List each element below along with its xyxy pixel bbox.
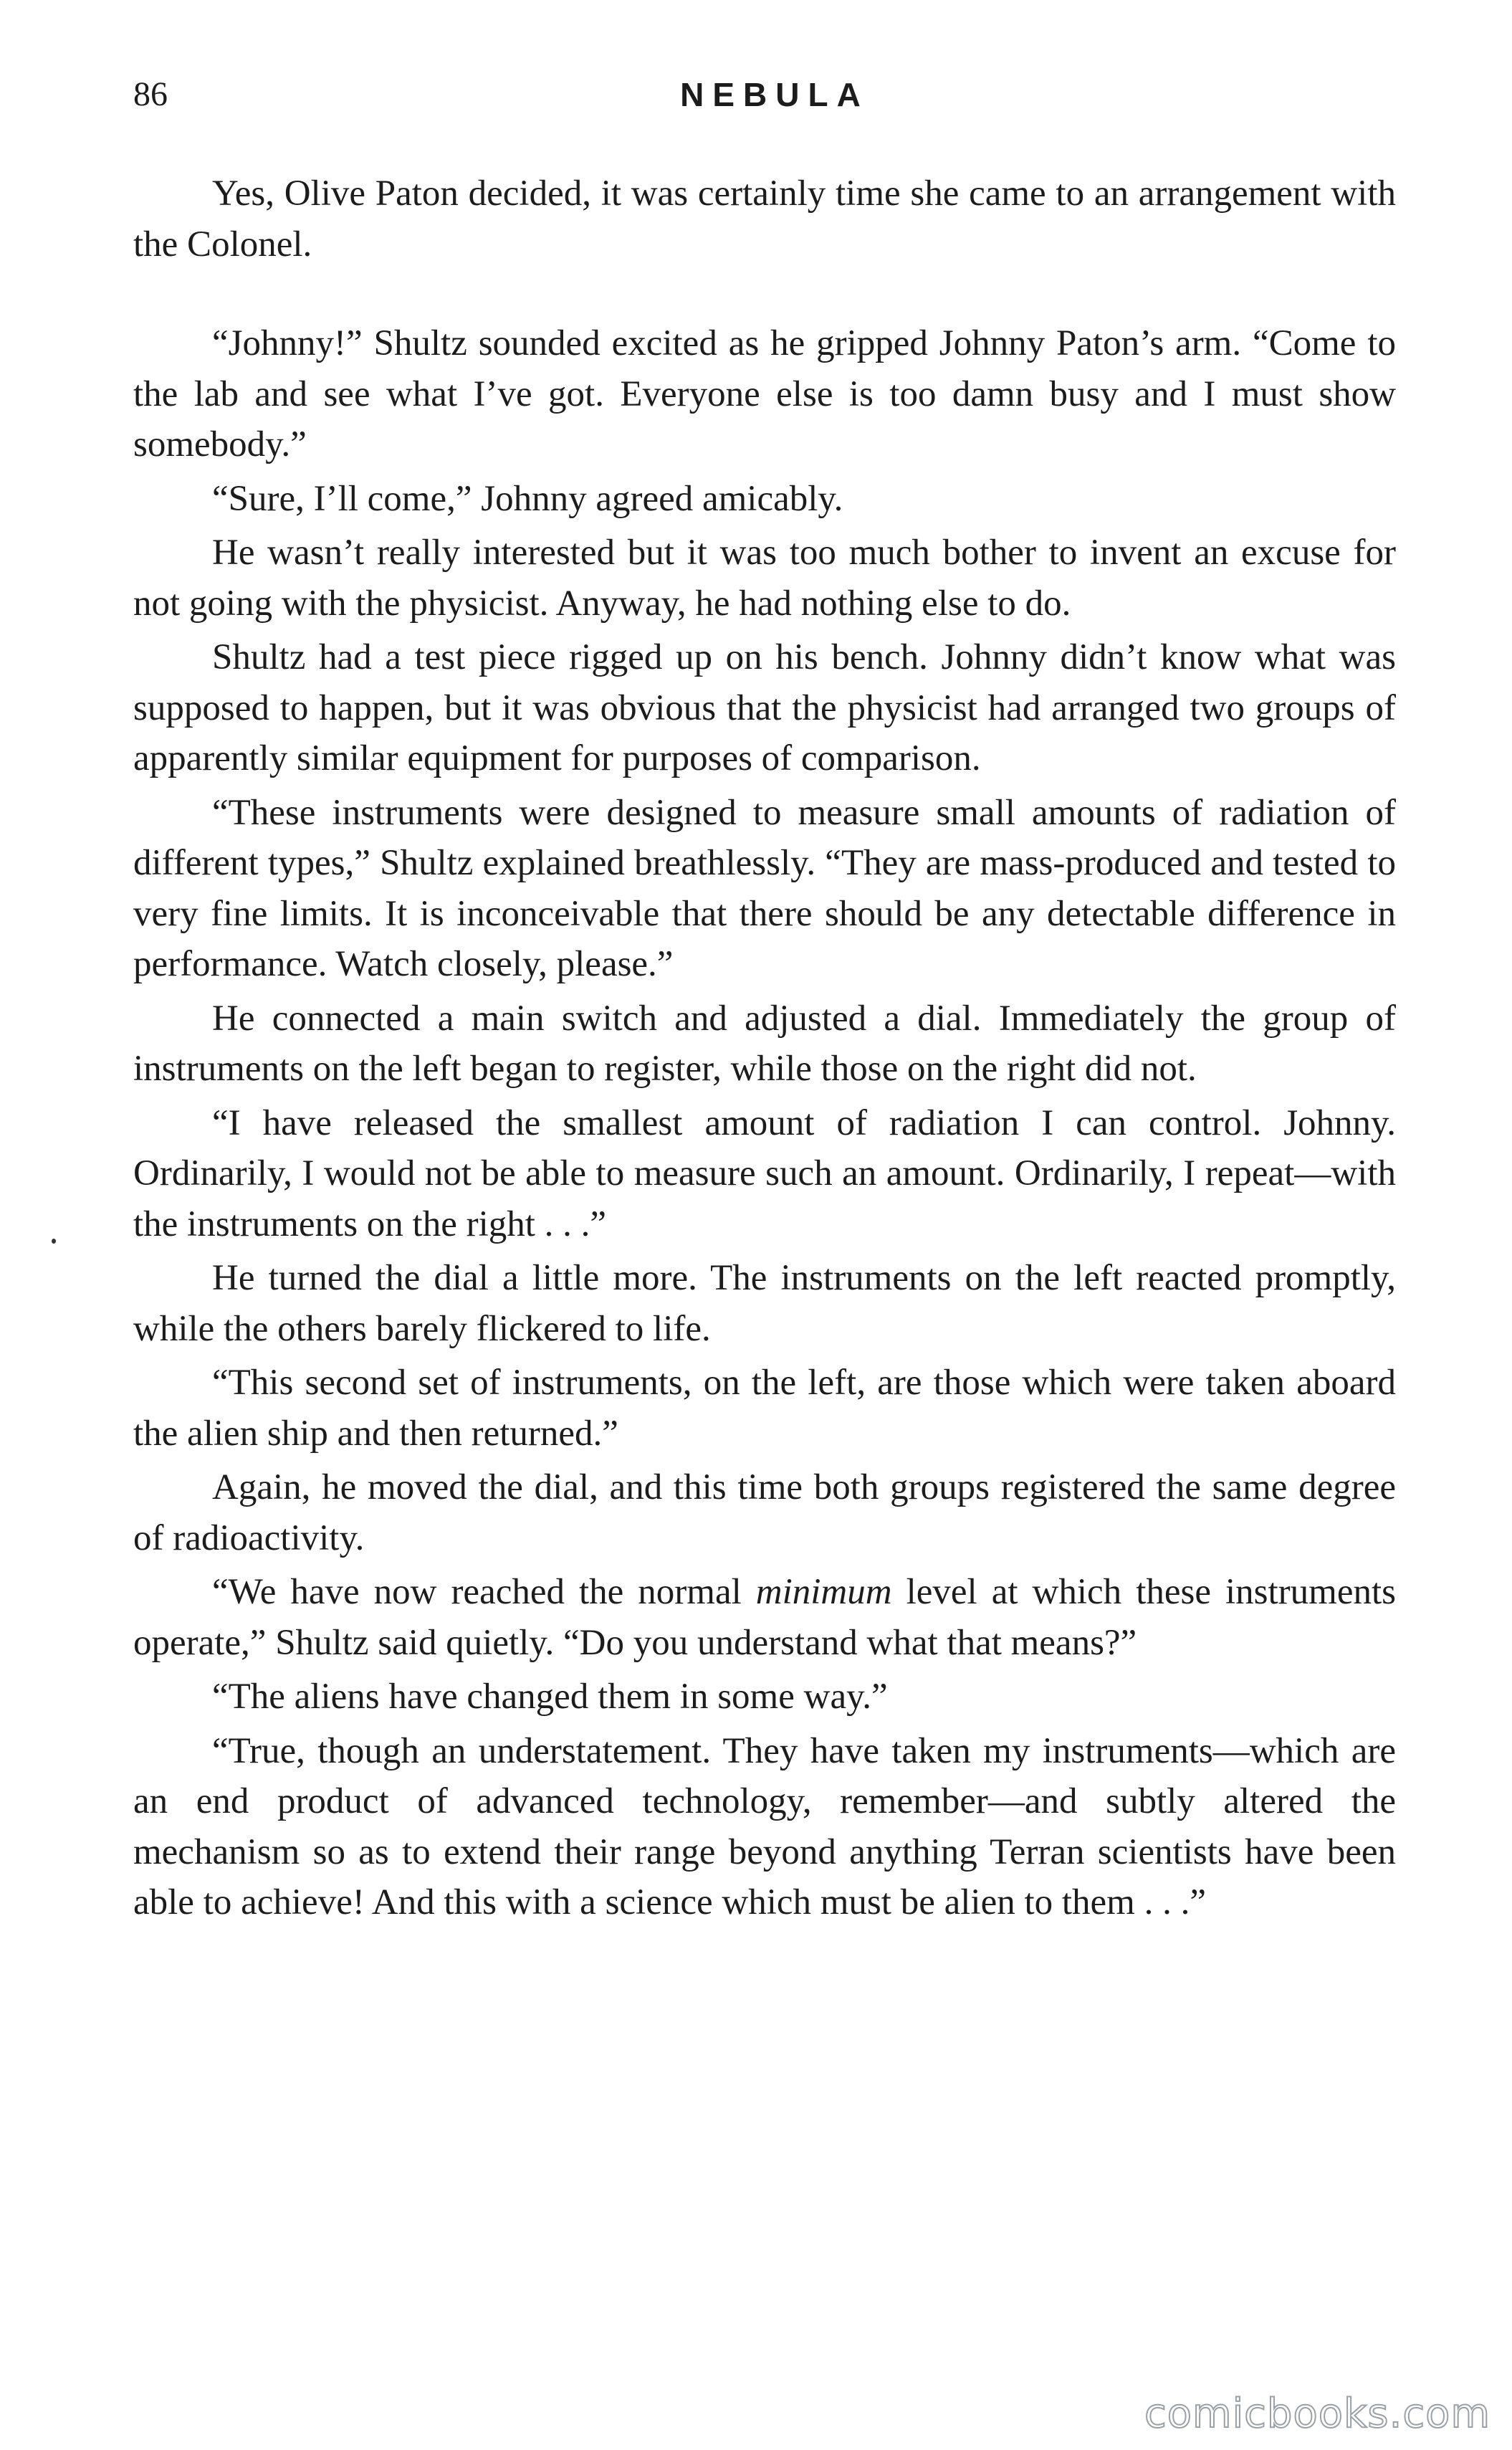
emphasized-word: minimum <box>755 1572 892 1612</box>
paragraph: “This second set of instruments, on the left, are those which were taken aboard the alien ship and then returned.” <box>133 1363 1396 1454</box>
page-number: 86 <box>133 75 168 113</box>
paragraph: “The aliens have changed them in some way.” <box>212 1677 888 1717</box>
paragraph: He connected a main switch and adjusted a dial. Immediately the group of instruments on the left began to register, while those on the right did not. <box>133 998 1396 1089</box>
paragraph: Yes, Olive Paton decided, it was certainly time she came to an arrangement with the Colonel. <box>133 173 1396 264</box>
body-text <box>133 168 1396 1928</box>
site-watermark: comicbooks.com <box>1144 2391 1491 2437</box>
stray-ink-mark <box>52 1239 56 1244</box>
paragraph: “Sure, I’ll come,” Johnny agreed amicably. <box>212 478 843 519</box>
paragraph: He wasn’t really interested but it was too much bother to invent an excuse for not going with the physicist. Anyway, he had nothing else to do. <box>133 533 1396 624</box>
paragraph: “I have released the smallest amount of radiation I can control. Johnny. Ordinarily, I would not be able to measure such an amount. Ordinarily, I repeat—with the instruments on the right . . .” <box>133 1102 1396 1244</box>
running-title: NEBULA <box>680 76 869 113</box>
paragraph <box>133 1567 1396 1668</box>
paragraph-text: level at which these instruments operate,” Shultz said quietly. “Do you understand what that means?” <box>133 1572 1396 1663</box>
paragraph: Shultz had a test piece rigged up on his bench. Johnny didn’t know what was supposed to happen, but it was obvious that the physicist had arranged two groups of apparently similar equipment for purposes of comparison. <box>133 637 1396 778</box>
paragraph: Again, he moved the dial, and this time both groups registered the same degree of radioactivity. <box>133 1467 1396 1558</box>
paragraph: He turned the dial a little more. The instruments on the left reacted promptly, while the others barely flickered to life. <box>133 1258 1396 1349</box>
paragraph: “True, though an understatement. They have taken my instruments—which are an end product of advanced technology, remember—and subtly altered the mechanism so as to extend their range beyond anything Terran scientists have been able to achieve! And this with a science which must be alien to them . . .” <box>133 1730 1396 1922</box>
paragraph-text: “We have now reached the normal <box>212 1572 756 1612</box>
paragraph: “These instruments were designed to measure small amounts of radiation of different types,” Shultz explained breathlessly. “They are mass-produced and tested to very fine limits. It is inconceivable that there should be any detectable difference in performance. Watch closely, please.” <box>133 792 1396 984</box>
page-header <box>133 66 1394 123</box>
paragraph: “Johnny!” Shultz sounded excited as he gripped Johnny Paton’s arm. “Come to the lab and see what I’ve got. Everyone else is too damn busy and I must show somebody.” <box>133 323 1396 464</box>
